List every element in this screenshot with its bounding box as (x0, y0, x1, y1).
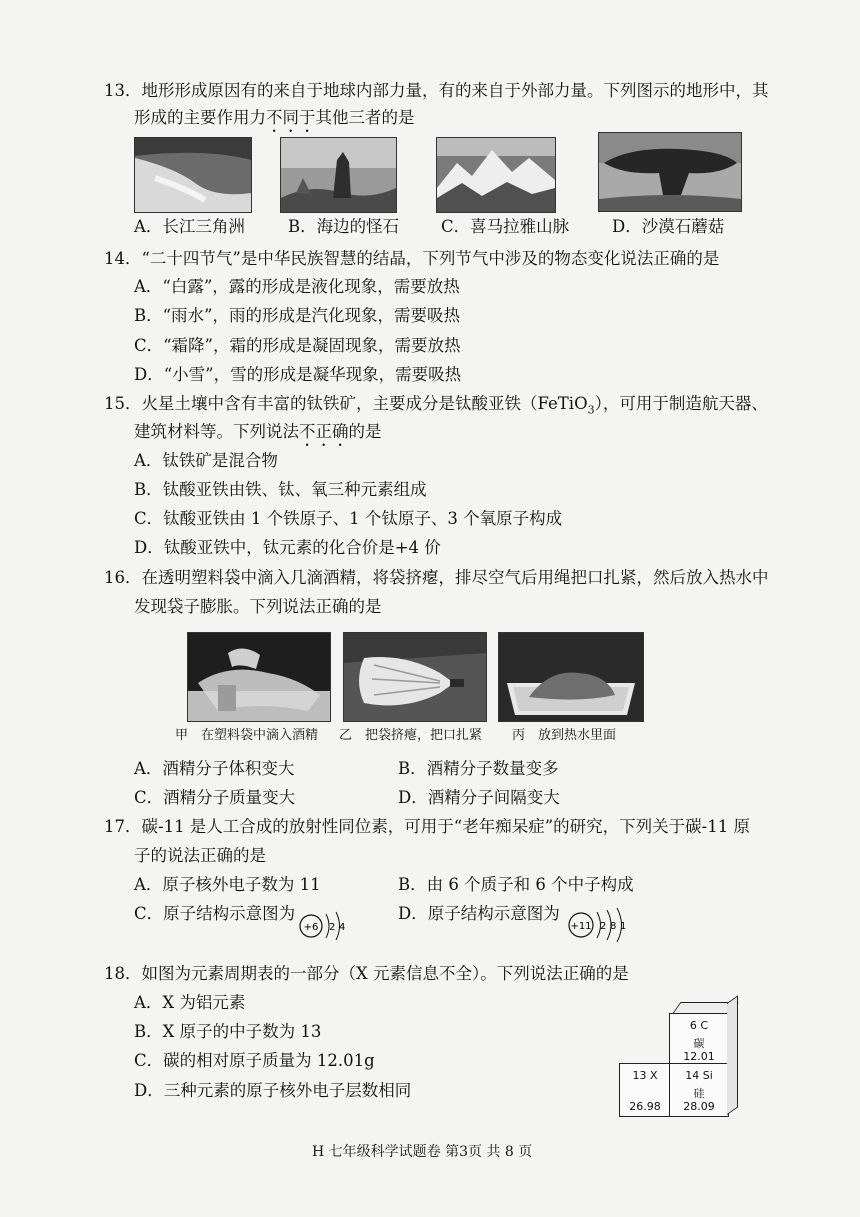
q17-stem-line2: 子的说法正确的是 (134, 846, 266, 865)
q16-caption-bing: 丙 放到热水里面 (512, 728, 617, 743)
atom-d-shell-1: 2 (600, 921, 607, 932)
q18-option-a[interactable]: A．X 为铝元素 (134, 993, 246, 1012)
q15-stem-line1 (104, 393, 768, 421)
q15-option-c[interactable]: C．钛酸亚铁由 1 个铁原子、1 个钛原子、3 个氧原子构成 (134, 509, 563, 528)
q15-option-d[interactable]: D．钛酸亚铁中，钛元素的化合价是+4 价 (134, 538, 441, 557)
q16-caption-yi: 乙 把袋挤瘪，把口扎紧 (339, 728, 483, 743)
x-symbol: X (649, 1069, 658, 1082)
q13-option-b[interactable]: B．海边的怪石 (288, 217, 400, 236)
q18-option-b[interactable]: B．X 原子的中子数为 13 (134, 1022, 322, 1041)
q13-emphasis: 不同于 (266, 108, 316, 127)
q13-stem-part: 形成的主要作用力 (134, 108, 266, 127)
carbon-number: 6 (689, 1019, 697, 1032)
q16-caption-jia: 甲 在塑料袋中滴入酒精 (175, 728, 319, 743)
x-mass: 26.98 (629, 1100, 661, 1113)
atom-d-shell-3: 1 (620, 921, 627, 932)
q16-option-d[interactable]: D．酒精分子间隔变大 (398, 788, 560, 807)
q17-option-c[interactable]: C．原子结构示意图为 (134, 904, 296, 923)
pt-cell-x (619, 1063, 671, 1117)
q16-option-a[interactable]: A．酒精分子体积变大 (134, 759, 295, 778)
seaside-rock-photo (280, 137, 397, 213)
q13-option-a[interactable]: A．长江三角洲 (134, 217, 245, 236)
q13-stem-line1: 13．地形形成原因有的来自于地球内部力量，有的来自于外部力量。下列图示的地形中，其 (104, 81, 769, 100)
carbon-name: 碳 (693, 1037, 705, 1050)
carbon-symbol: C (700, 1019, 709, 1032)
silicon-number: 14 (685, 1069, 700, 1082)
q14-option-a[interactable]: A．“白露”，露的形成是液化现象，需要放热 (134, 277, 460, 296)
q16-option-c[interactable]: C．酒精分子质量变大 (134, 788, 296, 807)
carbon-mass: 12.01 (683, 1050, 715, 1063)
atom-diagram-d (566, 906, 636, 944)
bag-hot-water-photo (498, 632, 644, 722)
q18-stem: 18．如图为元素周期表的一部分（X 元素信息不全）。下列说法正确的是 (104, 964, 629, 983)
q15-subscript: 3 (587, 403, 595, 417)
q13-stem-line2 (134, 107, 415, 136)
pt-cell-carbon (669, 1013, 729, 1065)
x-number: 13 (632, 1069, 647, 1082)
q13-stem-part: 其他三者的是 (315, 108, 415, 127)
q15-emphasis: 不正确 (299, 422, 349, 441)
q15-option-a[interactable]: A．钛铁矿是混合物 (134, 451, 278, 470)
atom-c-shell-2: 4 (339, 922, 346, 933)
atom-d-shell-2: 8 (610, 921, 617, 932)
silicon-symbol: Si (702, 1069, 713, 1082)
q15-option-b[interactable]: B．钛酸亚铁由铁、钛、氧三种元素组成 (134, 480, 427, 499)
q18-option-d[interactable]: D．三种元素的原子核外电子层数相同 (134, 1081, 412, 1100)
atom-c-nucleus: +6 (303, 922, 319, 933)
q16-stem-line1: 16．在透明塑料袋中滴入几滴酒精，将袋挤瘪，排尽空气后用绳把口扎紧，然后放入热水中 (104, 568, 769, 587)
atom-diagram-c (298, 908, 354, 944)
q17-option-a[interactable]: A．原子核外电子数为 11 (134, 875, 321, 894)
q16-stem-line2: 发现袋子膨胀。下列说法正确的是 (134, 597, 382, 616)
q13-option-d[interactable]: D．沙漠石蘑菇 (612, 217, 725, 236)
mushroom-rock-photo (598, 132, 742, 212)
q15-stem-part: 15．火星土壤中含有丰富的钛铁矿，主要成分是钛酸亚铁（FeTiO (104, 394, 588, 413)
yangtze-delta-photo (134, 137, 252, 213)
atom-c-shell-1: 2 (329, 922, 336, 933)
pt-cell-silicon (669, 1063, 729, 1117)
himalaya-photo (436, 137, 556, 213)
bag-squeezed-photo (343, 632, 487, 722)
q17-stem-line1: 17．碳-11 是人工合成的放射性同位素，可用于“老年痴呆症”的研究，下列关于碳-11 原 (104, 817, 750, 836)
pt-3d-side (727, 995, 738, 1115)
q15-stem-part: ），可用于制造航天器、 (594, 394, 768, 413)
silicon-mass: 28.09 (683, 1100, 715, 1113)
silicon-name: 硅 (693, 1087, 705, 1100)
q17-option-d[interactable]: D．原子结构示意图为 (398, 904, 560, 923)
q17-option-b[interactable]: B．由 6 个质子和 6 个中子构成 (398, 875, 634, 894)
q14-option-c[interactable]: C．“霜降”，霜的形成是凝固现象，需要放热 (134, 336, 461, 355)
q18-option-c[interactable]: C．碳的相对原子质量为 12.01g (134, 1051, 375, 1070)
bag-alcohol-photo (187, 632, 331, 722)
q15-stem-part: 建筑材料等。下列说法 (134, 422, 299, 441)
q15-stem-line2 (134, 421, 382, 450)
q15-stem-part: 的是 (348, 422, 382, 441)
q16-option-b[interactable]: B．酒精分子数量变多 (398, 759, 559, 778)
page-footer: H 七年级科学试题卷 第3页 共 8 页 (312, 1144, 533, 1160)
atom-d-nucleus: +11 (570, 921, 592, 932)
q14-option-b[interactable]: B．“雨水”，雨的形成是汽化现象，需要吸热 (134, 306, 460, 325)
q14-option-d[interactable]: D．“小雪”，雪的形成是凝华现象，需要吸热 (134, 365, 462, 384)
q13-option-c[interactable]: C．喜马拉雅山脉 (441, 217, 570, 236)
q14-stem: 14．“二十四节气”是中华民族智慧的结晶，下列节气中涉及的物态变化说法正确的是 (104, 249, 720, 268)
